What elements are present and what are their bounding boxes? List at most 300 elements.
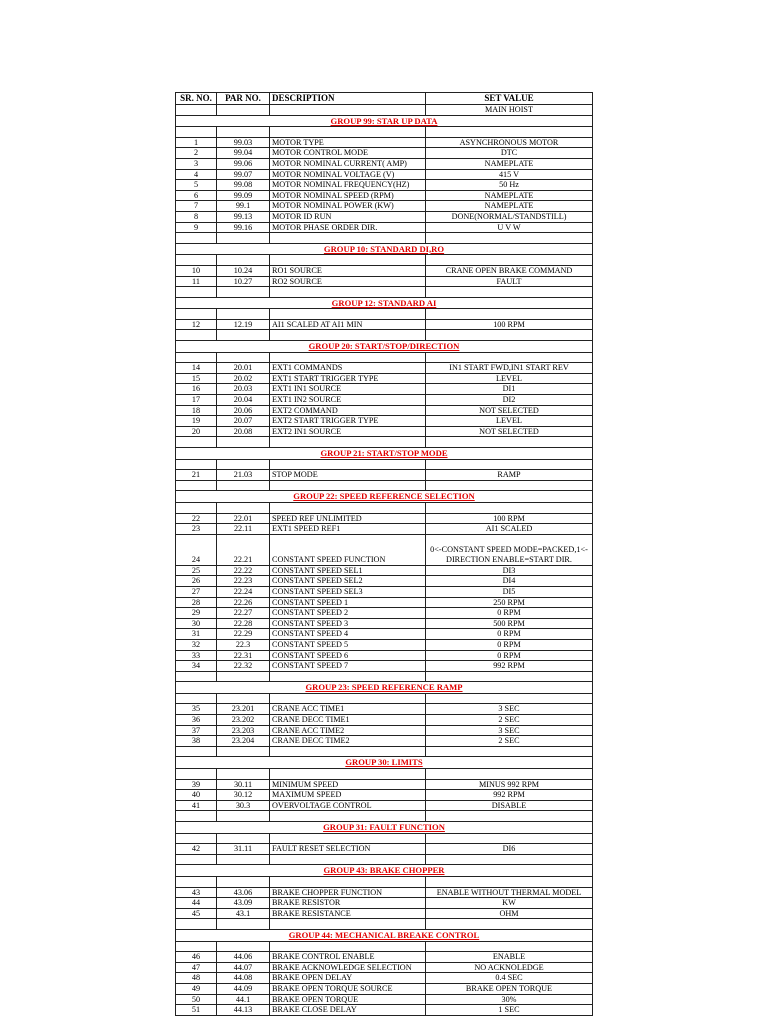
row-set-value: AI1 SCALED xyxy=(426,524,593,535)
row-par-no: 12.19 xyxy=(217,319,270,330)
parameter-row xyxy=(176,180,593,191)
spacer-row xyxy=(176,876,593,887)
row-par-no: 99.08 xyxy=(217,180,270,191)
row-sr-no: 22 xyxy=(176,513,217,524)
row-par-no: 20.02 xyxy=(217,373,270,384)
row-par-no: 43.06 xyxy=(217,887,270,898)
group-title: GROUP 20: START/STOP/DIRECTION xyxy=(176,341,593,353)
row-set-value: 415 V xyxy=(426,169,593,180)
row-set-value: 50 Hz xyxy=(426,180,593,191)
group-title: GROUP 99: STAR UP DATA xyxy=(176,115,593,127)
row-set-value: DISABLE xyxy=(426,800,593,811)
group-title-row xyxy=(176,341,593,353)
row-sr-no: 43 xyxy=(176,887,217,898)
row-description: CONSTANT SPEED FUNCTION xyxy=(270,534,426,565)
row-description: MOTOR TYPE xyxy=(270,137,426,148)
row-par-no: 22.21 xyxy=(217,534,270,565)
parameter-row xyxy=(176,725,593,736)
row-par-no: 44.1 xyxy=(217,994,270,1005)
parameter-row xyxy=(176,211,593,222)
spacer-row xyxy=(176,769,593,780)
row-par-no: 99.16 xyxy=(217,222,270,233)
row-set-value: 100 RPM xyxy=(426,513,593,524)
row-sr-no: 1 xyxy=(176,137,217,148)
row-par-no: 44.09 xyxy=(217,983,270,994)
row-sr-no: 47 xyxy=(176,962,217,973)
parameter-row xyxy=(176,190,593,201)
parameter-row xyxy=(176,319,593,330)
row-sr-no: 36 xyxy=(176,715,217,726)
row-sr-no: 28 xyxy=(176,597,217,608)
row-par-no: 99.1 xyxy=(217,201,270,212)
row-description: RO1 SOURCE xyxy=(270,265,426,276)
row-par-no: 44.07 xyxy=(217,962,270,973)
header-row xyxy=(176,93,593,105)
row-sr-no: 27 xyxy=(176,586,217,597)
parameter-row xyxy=(176,650,593,661)
row-description: CONSTANT SPEED 3 xyxy=(270,618,426,629)
row-par-no: 30.11 xyxy=(217,779,270,790)
parameter-row xyxy=(176,715,593,726)
group-title-row xyxy=(176,757,593,769)
row-par-no: 99.07 xyxy=(217,169,270,180)
row-sr-no: 20 xyxy=(176,426,217,437)
row-par-no: 22.23 xyxy=(217,576,270,587)
row-description: SPEED REF UNLIMITED xyxy=(270,513,426,524)
row-set-value: 3 SEC xyxy=(426,725,593,736)
row-sr-no: 29 xyxy=(176,608,217,619)
parameter-row xyxy=(176,790,593,801)
parameter-row xyxy=(176,513,593,524)
parameter-row xyxy=(176,629,593,640)
row-description: STOP MODE xyxy=(270,470,426,481)
parameter-row xyxy=(176,994,593,1005)
header-sr-no: SR. NO. xyxy=(176,93,217,105)
row-set-value: 30% xyxy=(426,994,593,1005)
row-set-value: NO ACKNOLEDGE xyxy=(426,962,593,973)
subheader-main-hoist: MAIN HOIST xyxy=(426,105,593,116)
row-set-value: 0 RPM xyxy=(426,629,593,640)
row-description: CONSTANT SPEED 4 xyxy=(270,629,426,640)
group-title: GROUP 31: FAULT FUNCTION xyxy=(176,822,593,834)
row-set-value: 0 RPM xyxy=(426,639,593,650)
row-set-value: U V W xyxy=(426,222,593,233)
row-sr-no: 45 xyxy=(176,908,217,919)
row-set-value: DI4 xyxy=(426,576,593,587)
parameter-row xyxy=(176,608,593,619)
row-description: CONSTANT SPEED 7 xyxy=(270,661,426,672)
row-par-no: 22.26 xyxy=(217,597,270,608)
row-par-no: 99.13 xyxy=(217,211,270,222)
row-description: EXT1 IN2 SOURCE xyxy=(270,395,426,406)
group-title: GROUP 10: STANDARD DI,RO xyxy=(176,243,593,255)
group-title: GROUP 44: MECHANICAL BREAKE CONTROL xyxy=(176,929,593,941)
row-sr-no: 7 xyxy=(176,201,217,212)
group-title-row xyxy=(176,865,593,877)
row-sr-no: 23 xyxy=(176,524,217,535)
row-par-no: 22.32 xyxy=(217,661,270,672)
row-description: CONSTANT SPEED SEL3 xyxy=(270,586,426,597)
row-description: CONSTANT SPEED 2 xyxy=(270,608,426,619)
row-description: BRAKE CONTROL ENABLE xyxy=(270,952,426,963)
parameter-row xyxy=(176,373,593,384)
row-set-value: 0<-CONSTANT SPEED MODE=PACKED,1<- DIRECTION ENABLE=START DIR. xyxy=(426,534,593,565)
row-set-value: ENABLE xyxy=(426,952,593,963)
row-description: MINIMUM SPEED xyxy=(270,779,426,790)
parameter-row xyxy=(176,384,593,395)
row-par-no: 23.203 xyxy=(217,725,270,736)
parameter-row xyxy=(176,973,593,984)
spacer-row xyxy=(176,671,593,682)
spacer-row xyxy=(176,127,593,138)
spacer-row xyxy=(176,502,593,513)
row-description: MOTOR CONTROL MODE xyxy=(270,148,426,159)
row-sr-no: 21 xyxy=(176,470,217,481)
row-set-value: NAMEPLATE xyxy=(426,158,593,169)
row-description: CONSTANT SPEED 1 xyxy=(270,597,426,608)
row-set-value: 500 RPM xyxy=(426,618,593,629)
header-set-value: SET VALUE xyxy=(426,93,593,105)
parameter-row xyxy=(176,962,593,973)
group-title-row xyxy=(176,929,593,941)
header-par-no: PAR NO. xyxy=(217,93,270,105)
row-set-value: DI1 xyxy=(426,384,593,395)
row-par-no: 20.04 xyxy=(217,395,270,406)
parameter-row xyxy=(176,265,593,276)
spacer-row xyxy=(176,255,593,266)
spacer-row xyxy=(176,693,593,704)
parameter-row xyxy=(176,952,593,963)
spacer-row xyxy=(176,854,593,865)
row-sr-no: 11 xyxy=(176,276,217,287)
row-sr-no: 17 xyxy=(176,395,217,406)
row-description: BRAKE OPEN TORQUE SOURCE xyxy=(270,983,426,994)
row-par-no: 20.06 xyxy=(217,405,270,416)
row-par-no: 20.07 xyxy=(217,416,270,427)
parameter-row xyxy=(176,800,593,811)
row-par-no: 22.22 xyxy=(217,565,270,576)
row-par-no: 22.29 xyxy=(217,629,270,640)
row-set-value: NOT SELECTED xyxy=(426,405,593,416)
row-description: BRAKE ACKNOWLEDGE SELECTION xyxy=(270,962,426,973)
spacer-row xyxy=(176,330,593,341)
spacer-row xyxy=(176,233,593,244)
row-set-value: FAULT xyxy=(426,276,593,287)
row-description: BRAKE CLOSE DELAY xyxy=(270,1005,426,1016)
row-description: CRANE DECC TIME2 xyxy=(270,736,426,747)
row-description: RO2 SOURCE xyxy=(270,276,426,287)
spacer-row xyxy=(176,309,593,320)
row-set-value: ENABLE WITHOUT THERMAL MODEL xyxy=(426,887,593,898)
row-set-value: ASYNCHRONOUS MOTOR xyxy=(426,137,593,148)
row-par-no: 10.24 xyxy=(217,265,270,276)
row-par-no: 99.09 xyxy=(217,190,270,201)
row-sr-no: 35 xyxy=(176,704,217,715)
row-par-no: 22.01 xyxy=(217,513,270,524)
parameter-row xyxy=(176,576,593,587)
row-set-value: MINUS 992 RPM xyxy=(426,779,593,790)
row-sr-no: 46 xyxy=(176,952,217,963)
group-title: GROUP 23: SPEED REFERENCE RAMP xyxy=(176,682,593,694)
row-sr-no: 39 xyxy=(176,779,217,790)
parameter-row xyxy=(176,534,593,565)
row-set-value: 0 RPM xyxy=(426,650,593,661)
spacer-row xyxy=(176,811,593,822)
parameter-row xyxy=(176,736,593,747)
group-title-row xyxy=(176,243,593,255)
row-sr-no: 12 xyxy=(176,319,217,330)
row-description: BRAKE RESISTANCE xyxy=(270,908,426,919)
row-sr-no: 37 xyxy=(176,725,217,736)
parameter-row xyxy=(176,395,593,406)
row-sr-no: 3 xyxy=(176,158,217,169)
row-description: MOTOR PHASE ORDER DIR. xyxy=(270,222,426,233)
row-sr-no: 48 xyxy=(176,973,217,984)
parameter-row xyxy=(176,983,593,994)
row-description: CRANE DECC TIME1 xyxy=(270,715,426,726)
parameter-row xyxy=(176,639,593,650)
row-sr-no: 2 xyxy=(176,148,217,159)
parameter-row xyxy=(176,565,593,576)
row-sr-no: 33 xyxy=(176,650,217,661)
row-par-no: 23.204 xyxy=(217,736,270,747)
row-sr-no: 9 xyxy=(176,222,217,233)
spacer-row xyxy=(176,746,593,757)
row-par-no: 31.11 xyxy=(217,844,270,855)
row-description: AI1 SCALED AT AI1 MIN xyxy=(270,319,426,330)
row-set-value: 100 RPM xyxy=(426,319,593,330)
row-sr-no: 24 xyxy=(176,534,217,565)
row-par-no: 20.03 xyxy=(217,384,270,395)
row-description: EXT1 IN1 SOURCE xyxy=(270,384,426,395)
row-sr-no: 30 xyxy=(176,618,217,629)
row-par-no: 44.06 xyxy=(217,952,270,963)
row-set-value: LEVEL xyxy=(426,416,593,427)
row-description: CONSTANT SPEED SEL1 xyxy=(270,565,426,576)
parameter-row xyxy=(176,137,593,148)
row-sr-no: 32 xyxy=(176,639,217,650)
group-title-row xyxy=(176,682,593,694)
row-set-value: NOT SELECTED xyxy=(426,426,593,437)
row-set-value: 992 RPM xyxy=(426,790,593,801)
parameter-row xyxy=(176,405,593,416)
row-description: EXT1 COMMANDS xyxy=(270,363,426,374)
spacer-row xyxy=(176,287,593,298)
row-set-value: DI2 xyxy=(426,395,593,406)
group-title-row xyxy=(176,448,593,460)
parameter-row xyxy=(176,470,593,481)
row-par-no: 20.01 xyxy=(217,363,270,374)
parameter-row xyxy=(176,844,593,855)
row-sr-no: 38 xyxy=(176,736,217,747)
parameter-row xyxy=(176,618,593,629)
row-par-no: 43.09 xyxy=(217,898,270,909)
row-description: MOTOR NOMINAL POWER (KW) xyxy=(270,201,426,212)
row-set-value: 3 SEC xyxy=(426,704,593,715)
parameter-row xyxy=(176,1005,593,1016)
row-par-no: 99.03 xyxy=(217,137,270,148)
parameter-row xyxy=(176,363,593,374)
row-sr-no: 40 xyxy=(176,790,217,801)
parameter-row xyxy=(176,276,593,287)
group-title-row xyxy=(176,115,593,127)
group-title-row xyxy=(176,491,593,503)
row-set-value: 992 RPM xyxy=(426,661,593,672)
row-set-value: NAMEPLATE xyxy=(426,201,593,212)
parameter-row xyxy=(176,779,593,790)
parameter-sheet xyxy=(175,92,592,1016)
row-sr-no: 25 xyxy=(176,565,217,576)
subheader-row xyxy=(176,105,593,116)
row-par-no: 22.31 xyxy=(217,650,270,661)
row-sr-no: 34 xyxy=(176,661,217,672)
row-description: EXT2 START TRIGGER TYPE xyxy=(270,416,426,427)
row-sr-no: 14 xyxy=(176,363,217,374)
row-description: CRANE ACC TIME1 xyxy=(270,704,426,715)
row-description: MOTOR ID RUN xyxy=(270,211,426,222)
row-description: MOTOR NOMINAL CURRENT( AMP) xyxy=(270,158,426,169)
row-par-no: 99.04 xyxy=(217,148,270,159)
row-par-no: 20.08 xyxy=(217,426,270,437)
parameter-row xyxy=(176,704,593,715)
row-par-no: 10.27 xyxy=(217,276,270,287)
parameter-table xyxy=(175,92,593,1016)
row-par-no: 44.08 xyxy=(217,973,270,984)
group-title: GROUP 22: SPEED REFERENCE SELECTION xyxy=(176,491,593,503)
row-set-value: DONE(NORMAL/STANDSTILL) xyxy=(426,211,593,222)
row-description: MAXIMUM SPEED xyxy=(270,790,426,801)
group-title: GROUP 12: STANDARD AI xyxy=(176,297,593,309)
row-set-value: LEVEL xyxy=(426,373,593,384)
parameter-row xyxy=(176,148,593,159)
row-par-no: 43.1 xyxy=(217,908,270,919)
row-description: BRAKE OPEN TORQUE xyxy=(270,994,426,1005)
spacer-row xyxy=(176,833,593,844)
row-sr-no: 42 xyxy=(176,844,217,855)
parameter-row xyxy=(176,169,593,180)
row-description: EXT1 SPEED REF1 xyxy=(270,524,426,535)
row-set-value: OHM xyxy=(426,908,593,919)
row-par-no: 22.3 xyxy=(217,639,270,650)
row-set-value: 2 SEC xyxy=(426,736,593,747)
row-set-value: CRANE OPEN BRAKE COMMAND xyxy=(426,265,593,276)
row-description: MOTOR NOMINAL SPEED (RPM) xyxy=(270,190,426,201)
parameter-row xyxy=(176,416,593,427)
row-par-no: 22.28 xyxy=(217,618,270,629)
row-set-value: 1 SEC xyxy=(426,1005,593,1016)
row-sr-no: 19 xyxy=(176,416,217,427)
parameter-row xyxy=(176,898,593,909)
row-set-value: BRAKE OPEN TORQUE xyxy=(426,983,593,994)
group-title: GROUP 30: LIMITS xyxy=(176,757,593,769)
row-sr-no: 18 xyxy=(176,405,217,416)
row-set-value: 0.4 SEC xyxy=(426,973,593,984)
row-description: BRAKE OPEN DELAY xyxy=(270,973,426,984)
row-description: OVERVOLTAGE CONTROL xyxy=(270,800,426,811)
row-par-no: 22.27 xyxy=(217,608,270,619)
row-par-no: 22.24 xyxy=(217,586,270,597)
row-par-no: 30.3 xyxy=(217,800,270,811)
parameter-row xyxy=(176,222,593,233)
row-sr-no: 51 xyxy=(176,1005,217,1016)
row-par-no: 23.202 xyxy=(217,715,270,726)
row-description: FAULT RESET SELECTION xyxy=(270,844,426,855)
row-set-value: DI3 xyxy=(426,565,593,576)
row-description: CONSTANT SPEED 5 xyxy=(270,639,426,650)
row-sr-no: 50 xyxy=(176,994,217,1005)
header-description: DESCRIPTION xyxy=(270,93,426,105)
row-set-value: DI6 xyxy=(426,844,593,855)
parameter-row xyxy=(176,597,593,608)
spacer-row xyxy=(176,941,593,952)
row-set-value: DI5 xyxy=(426,586,593,597)
row-sr-no: 5 xyxy=(176,180,217,191)
row-description: CRANE ACC TIME2 xyxy=(270,725,426,736)
row-par-no: 44.13 xyxy=(217,1005,270,1016)
row-sr-no: 49 xyxy=(176,983,217,994)
row-sr-no: 4 xyxy=(176,169,217,180)
parameter-row xyxy=(176,586,593,597)
row-description: EXT1 START TRIGGER TYPE xyxy=(270,373,426,384)
row-set-value: DTC xyxy=(426,148,593,159)
parameter-row xyxy=(176,201,593,212)
row-set-value: 0 RPM xyxy=(426,608,593,619)
spacer-row xyxy=(176,919,593,930)
row-sr-no: 31 xyxy=(176,629,217,640)
parameter-row xyxy=(176,524,593,535)
row-set-value: RAMP xyxy=(426,470,593,481)
row-set-value: NAMEPLATE xyxy=(426,190,593,201)
row-set-value: 250 RPM xyxy=(426,597,593,608)
parameter-row xyxy=(176,908,593,919)
spacer-row xyxy=(176,459,593,470)
spacer-row xyxy=(176,352,593,363)
row-sr-no: 44 xyxy=(176,898,217,909)
row-par-no: 21.03 xyxy=(217,470,270,481)
parameter-row xyxy=(176,661,593,672)
row-description: MOTOR NOMINAL FREQUENCY(HZ) xyxy=(270,180,426,191)
row-sr-no: 16 xyxy=(176,384,217,395)
row-sr-no: 10 xyxy=(176,265,217,276)
row-set-value: KW xyxy=(426,898,593,909)
row-set-value: IN1 START FWD,IN1 START REV xyxy=(426,363,593,374)
parameter-row xyxy=(176,158,593,169)
group-title-row xyxy=(176,297,593,309)
row-description: EXT2 IN1 SOURCE xyxy=(270,426,426,437)
row-sr-no: 6 xyxy=(176,190,217,201)
row-sr-no: 41 xyxy=(176,800,217,811)
group-title-row xyxy=(176,822,593,834)
row-description: EXT2 COMMAND xyxy=(270,405,426,416)
group-title: GROUP 43: BRAKE CHOPPER xyxy=(176,865,593,877)
row-description: CONSTANT SPEED 6 xyxy=(270,650,426,661)
row-par-no: 30.12 xyxy=(217,790,270,801)
row-sr-no: 8 xyxy=(176,211,217,222)
row-description: BRAKE CHOPPER FUNCTION xyxy=(270,887,426,898)
row-par-no: 23.201 xyxy=(217,704,270,715)
spacer-row xyxy=(176,480,593,491)
row-description: CONSTANT SPEED SEL2 xyxy=(270,576,426,587)
group-title: GROUP 21: START/STOP MODE xyxy=(176,448,593,460)
row-description: MOTOR NOMINAL VOLTAGE (V) xyxy=(270,169,426,180)
row-sr-no: 26 xyxy=(176,576,217,587)
parameter-row xyxy=(176,426,593,437)
row-set-value: 2 SEC xyxy=(426,715,593,726)
row-description: BRAKE RESISTOR xyxy=(270,898,426,909)
row-par-no: 22.11 xyxy=(217,524,270,535)
spacer-row xyxy=(176,437,593,448)
row-par-no: 99.06 xyxy=(217,158,270,169)
